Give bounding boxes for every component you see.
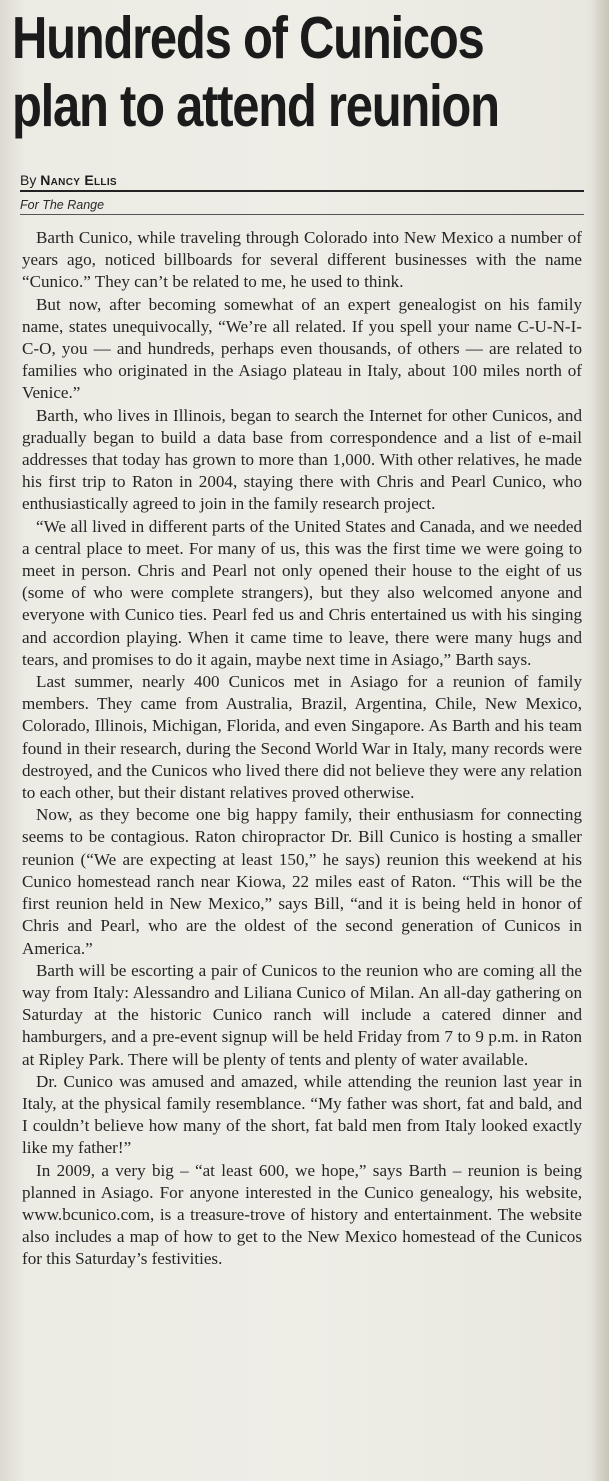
paragraph: Barth Cunico, while traveling through Colorado into New Mexico a number of years ago, noticed billboards for several different businesses with the name “Cunico.” They can’t be related to me, he used to think. bbox=[22, 228, 582, 292]
paragraph: Barth, who lives in Illinois, began to search the Internet for other Cunicos, and gradually began to build a data base from correspondence and a list of e-mail addresses that today has grown to more than 1,000. With other relatives, he made his first trip to Raton in 2004, staying there with Chris and Pearl Cunico, who enthusiastically agreed to join in the family research project. bbox=[22, 405, 582, 514]
byline-prefix: By bbox=[20, 172, 37, 188]
headline bbox=[12, 4, 502, 140]
byline-author: Nancy Ellis bbox=[40, 172, 117, 188]
paragraph: Last summer, nearly 400 Cunicos met in Asiago for a reunion of family members. They came from Australia, Brazil, Argentina, Chile, New Mexico, Colorado, Illinois, Michigan, Florida, and even Singapore. As Barth and his team found in their research, during the Second World War in Italy, many records were destroyed, and the Cunicos who lived there did not believe they were any relation to each other, but their distant relatives proved otherwise. bbox=[22, 672, 582, 803]
byline bbox=[20, 172, 584, 192]
paragraph: Dr. Cunico was amused and amazed, while attending the reunion last year in Italy, at the physical family resemblance. “My father was short, fat and bald, and I couldn’t believe how many of the short, fat bald men from Italy looked exactly like my father!” bbox=[22, 1071, 582, 1158]
paragraph: In 2009, a very big – “at least 600, we hope,” says Barth – reunion is being planned in Asiago. For anyone interested in the Cunico genealogy, his website, www.bcunico.com, is a treasure-trove of history and entertainment. The website also includes a map of how to get to the New Mexico homestead of the Cunicos for this Saturday’s festivities. bbox=[22, 1160, 582, 1269]
source-credit: For The Range bbox=[20, 198, 584, 215]
page-edge-shadow bbox=[591, 0, 609, 1481]
paragraph: Barth will be escorting a pair of Cunicos to the reunion who are coming all the way from Italy: Alessandro and Liliana Cunico of Milan. An all-day gathering on Saturday at the historic Cunico ranch will include a catered dinner and hamburgers, and a pre-event signup will be held Friday from 7 to 9 p.m. in Raton at Ripley Park. There will be plenty of tents and plenty of water available. bbox=[22, 960, 582, 1069]
article-body bbox=[22, 227, 582, 1271]
headline-line-2: plan to attend reunion bbox=[12, 73, 499, 139]
paragraph: But now, after becoming somewhat of an expert genealogist on his family name, states unequivocally, “We’re all related. If you spell your name C-U-N-I-C-O, you — and hundreds, perhaps even thousands, of others — are related to families who originated in the Asiago plateau in Italy, about 100 miles north of Venice.” bbox=[22, 294, 582, 403]
paragraph: Now, as they become one big happy family, their enthusiasm for connecting seems to be contagious. Raton chiropractor Dr. Bill Cunico is hosting a smaller reunion (“We are expecting at least 150,” he says) reunion this weekend at his Cunico homestead ranch near Kiowa, 22 miles east of Raton. “This will be the first reunion held in New Mexico,” says Bill, “and it is being held in honor of Chris and Pearl, who are the oldest of the second generation of Cunicos in America.” bbox=[22, 805, 582, 958]
headline-line-1: Hundreds of Cunicos bbox=[12, 5, 484, 71]
paragraph: “We all lived in different parts of the United States and Canada, and we needed a central place to meet. For many of us, this was the first time we were going to meet in person. Chris and Pearl not only opened their house to the eight of us (some of who were complete strangers), but they also welcomed anyone and everyone with Cunico ties. Pearl fed us and Chris entertained us with his singing and accordion playing. When it came time to leave, there were many hugs and tears, and promises to do it again, maybe next time in Asiago,” Barth says. bbox=[22, 516, 582, 669]
